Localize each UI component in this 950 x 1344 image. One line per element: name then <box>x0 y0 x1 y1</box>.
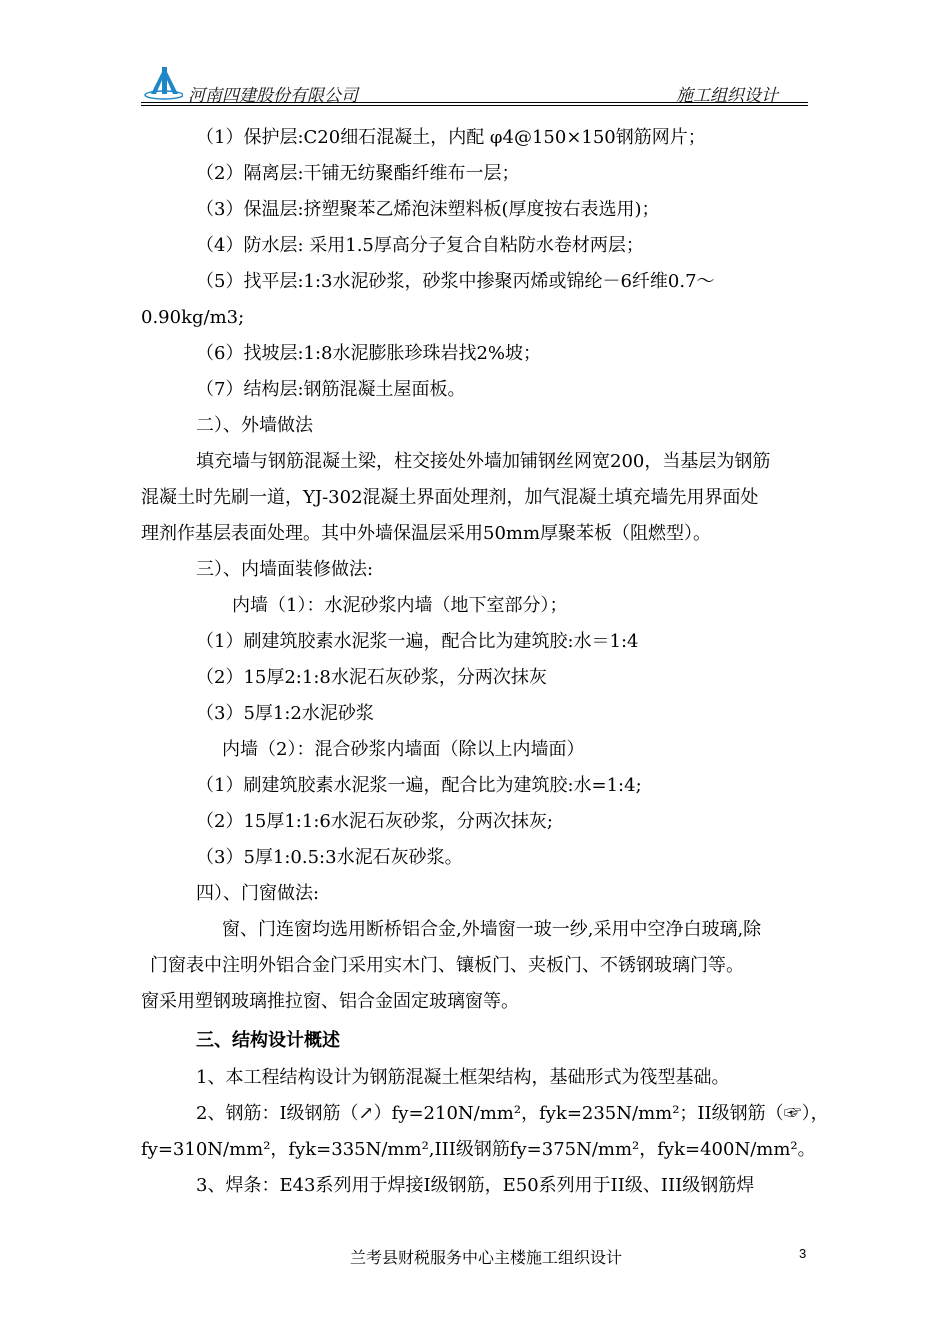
text-line: 填充墙与钢筋混凝土梁，柱交接处外墙加铺钢丝网宽200，当基层为钢筋 <box>196 451 771 472</box>
text-line: （7）结构层:钢筋混凝土屋面板。 <box>196 379 466 400</box>
text-line: 窗、门连窗均选用断桥铝合金,外墙窗一玻一纱,采用中空净白玻璃,除 <box>222 919 762 940</box>
text-line: （2）15厚2:1:8水泥石灰砂浆，分两次抹灰 <box>196 667 547 688</box>
header-rule-thin <box>141 105 808 106</box>
text-line: （3）保温层:挤塑聚苯乙烯泡沫塑料板(厚度按右表选用)； <box>196 199 660 220</box>
text-line: （5）找平层:1:3水泥砂浆，砂浆中掺聚丙烯或锦纶－6纤维0.7～ <box>196 271 715 292</box>
text-line: fy=310N/mm²，fyk=335N/mm²,III级钢筋fy=375N/mm²，fyk=400N/mm²。 <box>141 1139 816 1160</box>
text-line: （3）5厚1:2水泥砂浆 <box>196 703 374 724</box>
text-line: 内墙（2）：混合砂浆内墙面（除以上内墙面） <box>222 739 585 760</box>
chapter-heading: 三、结构设计概述 <box>196 1030 340 1051</box>
text-line: 窗采用塑钢玻璃推拉窗、铝合金固定玻璃窗等。 <box>141 991 519 1012</box>
company-logo <box>143 62 183 102</box>
text-line: 3、焊条：E43系列用于焊接I级钢筋，E50系列用于II级、III级钢筋焊 <box>196 1175 755 1196</box>
section-heading: 三）、内墙面装修做法: <box>196 559 374 580</box>
text-line: （1）刷建筑胶素水泥浆一遍，配合比为建筑胶:水＝1:4 <box>196 631 639 652</box>
section-heading: 四）、门窗做法: <box>196 883 320 904</box>
footer-title: 兰考县财税服务中心主楼施工组织设计 <box>350 1248 623 1267</box>
page-number: 3 <box>799 1246 807 1261</box>
text-line: （6）找坡层:1:8水泥膨胀珍珠岩找2%坡； <box>196 343 542 364</box>
text-line: 1、本工程结构设计为钢筋混凝土框架结构，基础形式为筏型基础。 <box>196 1067 730 1088</box>
text-line: 理剂作基层表面处理。其中外墙保温层采用50mm厚聚苯板（阻燃型）。 <box>141 523 712 544</box>
text-line: 内墙（1）：水泥砂浆内墙（地下室部分）； <box>232 595 568 616</box>
text-line: 2、钢筋：I级钢筋（↗）fy=210N/mm²，fyk=235N/mm²；II级钢筋（☞）， <box>196 1103 829 1124</box>
text-line: 门窗表中注明外铝合金门采用实木门、镶板门、夹板门、不锈钢玻璃门等。 <box>150 955 744 976</box>
text-line: （2）隔离层:干铺无纺聚酯纤维布一层； <box>196 163 520 184</box>
header-document-type: 施工组织设计 <box>676 86 778 106</box>
text-line: 0.90kg/m3; <box>141 307 245 328</box>
header-rule <box>141 102 808 103</box>
text-line: （3）5厚1:0.5:3水泥石灰砂浆。 <box>196 847 463 868</box>
section-heading: 二）、外墙做法 <box>196 415 313 436</box>
text-line: （2）15厚1:1:6水泥石灰砂浆，分两次抹灰; <box>196 811 553 832</box>
text-line: 混凝土时先刷一道，YJ-302混凝土界面处理剂，加气混凝土填充墙先用界面处 <box>141 487 759 508</box>
header-company-name: 河南四建股份有限公司 <box>188 86 358 106</box>
text-line: （1）保护层:C20细石混凝土，内配 φ4@150×150钢筋网片； <box>196 127 706 148</box>
text-line: （4）防水层: 采用1.5厚高分子复合自粘防水卷材两层； <box>196 235 644 256</box>
text-line: （1）刷建筑胶素水泥浆一遍，配合比为建筑胶:水=1:4; <box>196 775 642 796</box>
